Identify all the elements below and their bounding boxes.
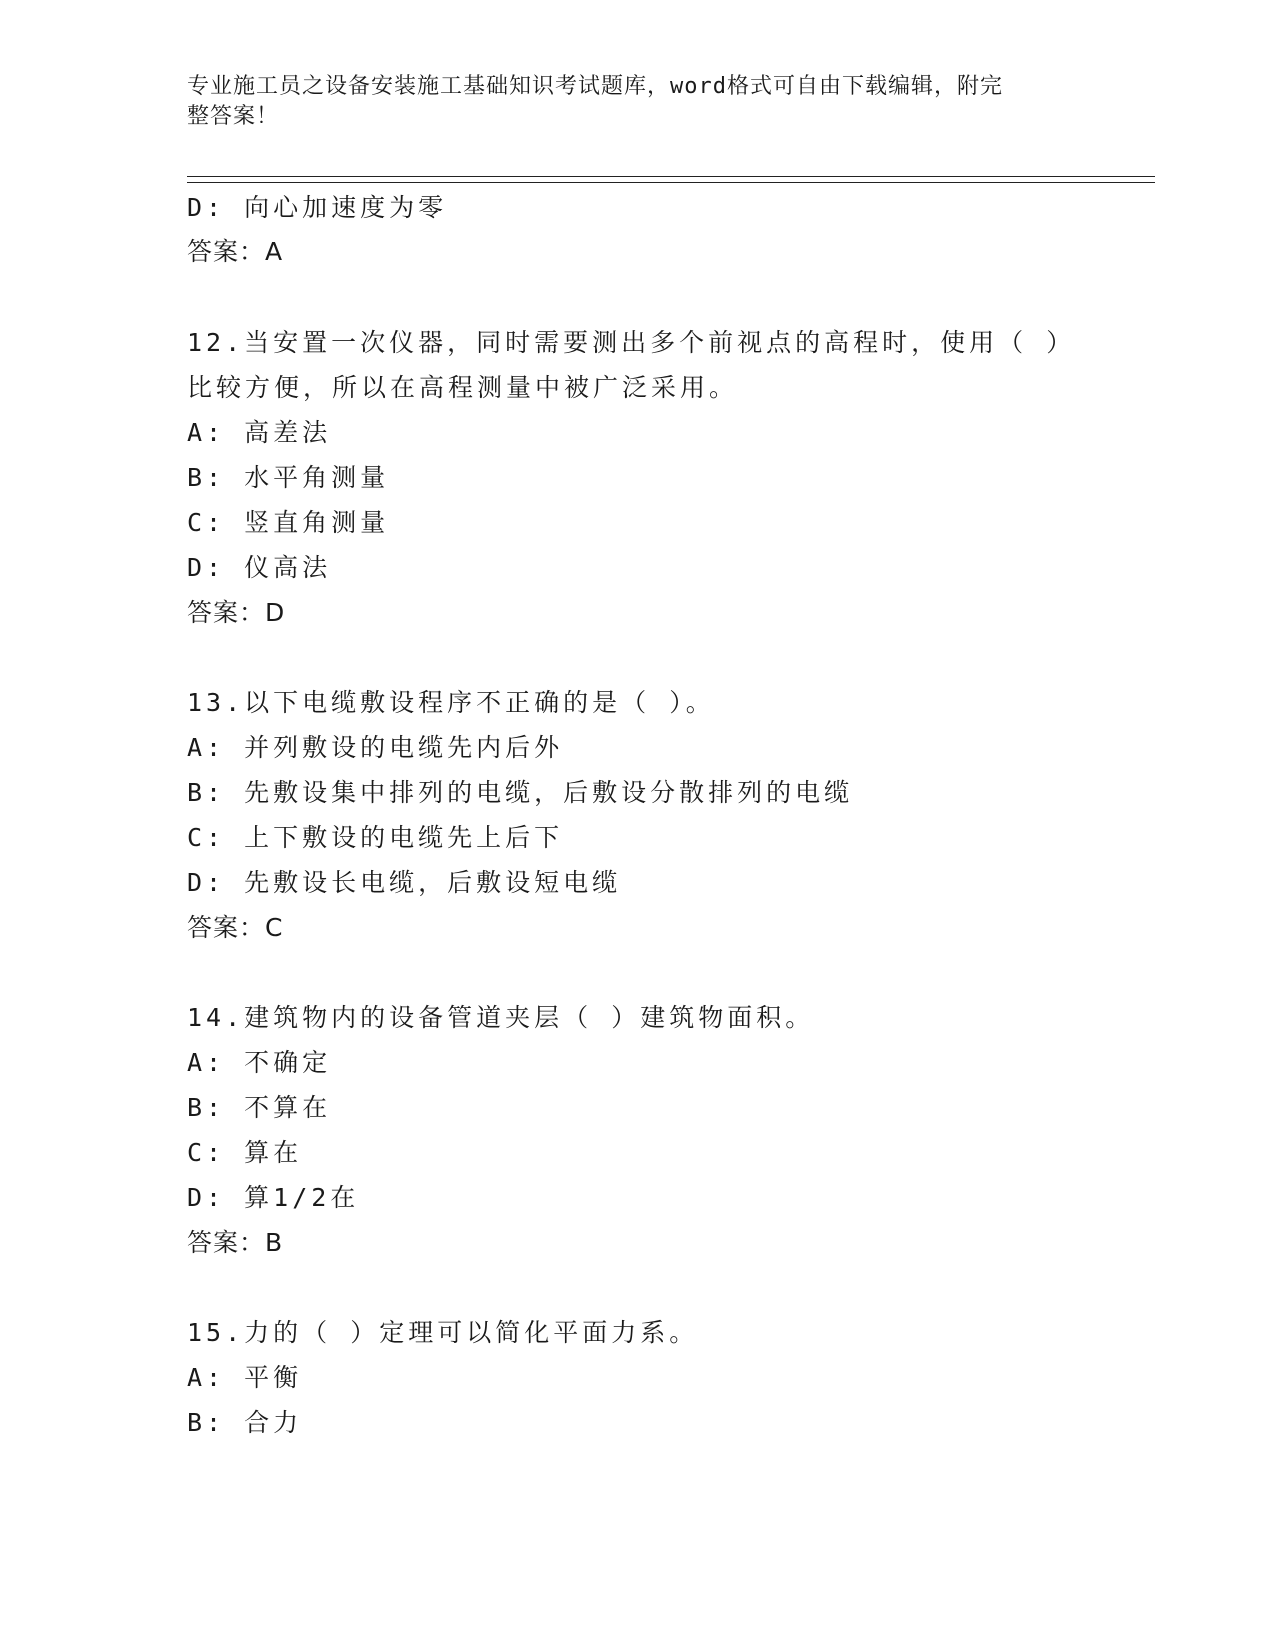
q14-option-b: B: 不算在 <box>187 1093 332 1122</box>
q14-option-c: C: 算在 <box>187 1138 303 1167</box>
header-divider-bottom <box>187 182 1155 183</box>
q15-option-b: B: 合力 <box>187 1408 303 1437</box>
q12-option-b: B: 水平角测量 <box>187 463 390 492</box>
q12-question-line-2: 比较方便，所以在高程测量中被广泛采用。 <box>187 373 739 402</box>
q14-question: 14.建筑物内的设备管道夹层（ ）建筑物面积。 <box>187 1003 815 1032</box>
q14-option-a: A: 不确定 <box>187 1048 332 1077</box>
q12-question-line-1: 12.当安置一次仪器，同时需要测出多个前视点的高程时，使用（ ） <box>187 328 1076 357</box>
q13-option-a: A: 并列敷设的电缆先内后外 <box>187 733 564 762</box>
q11-answer: 答案：A <box>187 237 284 266</box>
header-line-2: 整答案！ <box>187 104 280 129</box>
document-header <box>187 72 1077 132</box>
q12-answer: 答案：D <box>187 598 286 627</box>
q13-option-d: D: 先敷设长电缆，后敷设短电缆 <box>187 868 622 897</box>
q13-option-b: B: 先敷设集中排列的电缆，后敷设分散排列的电缆 <box>187 778 854 807</box>
q13-option-c: C: 上下敷设的电缆先上后下 <box>187 823 564 852</box>
q13-answer: 答案：C <box>187 913 284 942</box>
q14-option-d: D: 算1/2在 <box>187 1183 360 1212</box>
q12-option-a: A: 高差法 <box>187 418 332 447</box>
q13-question: 13.以下电缆敷设程序不正确的是（ ）。 <box>187 688 715 717</box>
header-divider-top <box>187 176 1155 177</box>
q12-option-c: C: 竖直角测量 <box>187 508 390 537</box>
q12-option-d: D: 仪高法 <box>187 553 332 582</box>
q14-answer: 答案：B <box>187 1228 284 1257</box>
q15-question: 15.力的（ ）定理可以简化平面力系。 <box>187 1318 699 1347</box>
header-line-1: 专业施工员之设备安装施工基础知识考试题库，word格式可自由下载编辑，附完 <box>187 74 1003 99</box>
q15-option-a: A: 平衡 <box>187 1363 303 1392</box>
q11-option-d: D: 向心加速度为零 <box>187 193 448 222</box>
